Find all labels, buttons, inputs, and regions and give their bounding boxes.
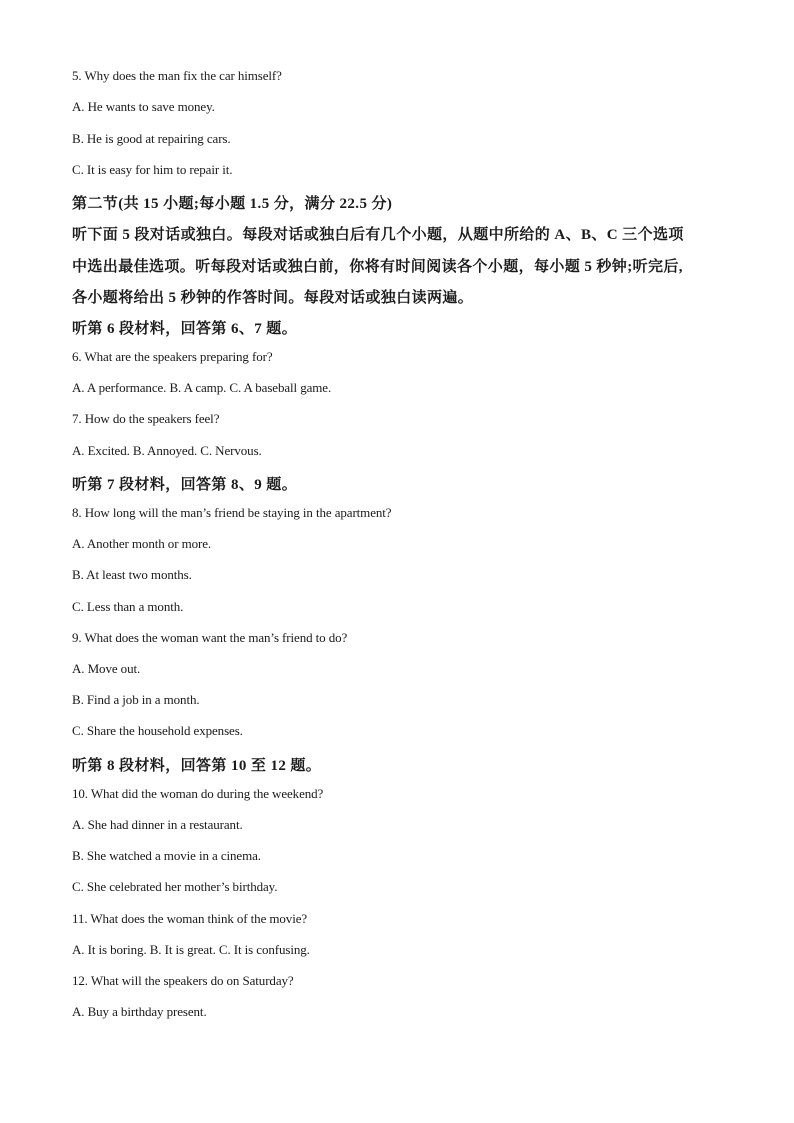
question-5: 5. Why does the man fix the car himself?	[72, 68, 282, 83]
question-5-option-a: A. He wants to save money.	[72, 99, 215, 114]
question-11-options: A. It is boring. B. It is great. C. It is confusing.	[72, 942, 310, 957]
section-2-instruction-line-2: 中选出最佳选项。听每段对话或独白前，你将有时间阅读各个小题，每小题 5 秒钟;听完后,	[72, 259, 683, 275]
section-2-title: 第二节(共 15 小题;每小题 1.5 分，满分 22.5 分)	[72, 196, 393, 212]
question-6: 6. What are the speakers preparing for?	[72, 349, 273, 364]
section-2-instruction-line-3: 各小题将给出 5 秒钟的作答时间。每段对话或独白读两遍。	[72, 290, 474, 306]
question-12: 12. What will the speakers do on Saturday?	[72, 973, 294, 988]
question-8-option-b: B. At least two months.	[72, 567, 192, 582]
question-9-option-b: B. Find a job in a month.	[72, 692, 200, 707]
section-2-instruction-line-1: 听下面 5 段对话或独白。每段对话或独白后有几个小题，从题中所给的 A、B、C 三个选项	[72, 227, 684, 243]
question-9-option-c: C. Share the household expenses.	[72, 723, 243, 738]
question-10-option-a: A. She had dinner in a restaurant.	[72, 817, 243, 832]
question-9: 9. What does the woman want the man’s friend to do?	[72, 630, 348, 645]
material-6-heading: 听第 6 段材料，回答第 6、7 题。	[72, 321, 298, 337]
question-7-options: A. Excited. B. Annoyed. C. Nervous.	[72, 443, 262, 458]
question-8-option-a: A. Another month or more.	[72, 536, 212, 551]
question-11: 11. What does the woman think of the movie?	[72, 911, 308, 926]
question-8: 8. How long will the man’s friend be staying in the apartment?	[72, 505, 392, 520]
question-6-options: A. A performance. B. A camp. C. A baseball game.	[72, 380, 332, 395]
question-5-option-b: B. He is good at repairing cars.	[72, 131, 231, 146]
question-10-option-c: C. She celebrated her mother’s birthday.	[72, 879, 278, 894]
question-8-option-c: C. Less than a month.	[72, 599, 184, 614]
material-8-heading: 听第 8 段材料，回答第 10 至 12 题。	[72, 758, 322, 774]
question-10: 10. What did the woman do during the weekend?	[72, 786, 324, 801]
question-12-option-a: A. Buy a birthday present.	[72, 1004, 207, 1019]
material-7-heading: 听第 7 段材料，回答第 8、9 题。	[72, 477, 298, 493]
question-7: 7. How do the speakers feel?	[72, 411, 220, 426]
question-9-option-a: A. Move out.	[72, 661, 141, 676]
question-10-option-b: B. She watched a movie in a cinema.	[72, 848, 261, 863]
question-5-option-c: C. It is easy for him to repair it.	[72, 162, 233, 177]
